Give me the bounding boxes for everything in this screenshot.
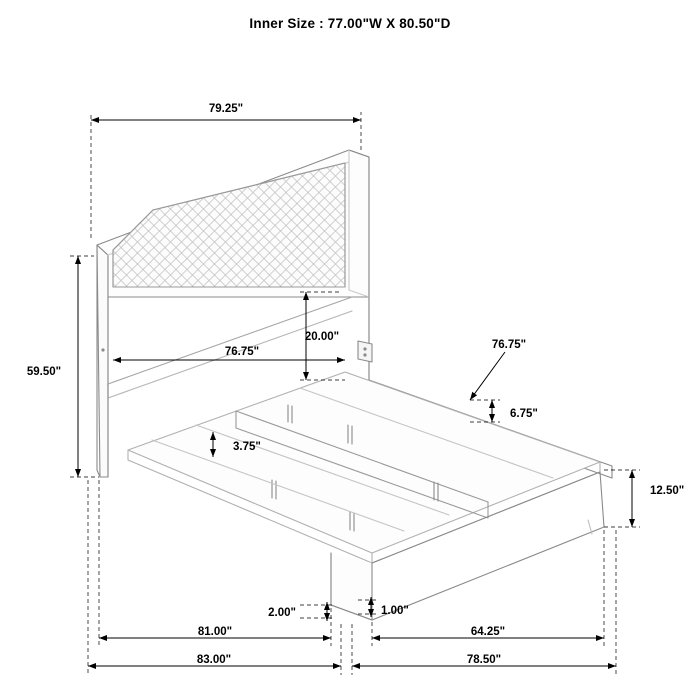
- label-rail-length: 76.75": [491, 339, 527, 351]
- label-overall-height: 59.50": [26, 366, 62, 378]
- label-overall-width: 78.50": [466, 654, 502, 666]
- page-title: Inner Size : 77.00"W X 80.50"D: [249, 16, 451, 31]
- label-side-rail-length: 81.00": [197, 626, 233, 638]
- label-footboard-bottom: 2.00": [268, 607, 296, 619]
- label-overall-length: 83.00": [196, 654, 232, 666]
- label-headboard-panel-width: 76.75": [224, 346, 260, 358]
- label-footboard-width: 64.25": [470, 626, 506, 638]
- label-footboard-height: 12.50": [650, 485, 685, 497]
- label-slat-height: 3.75": [233, 441, 261, 453]
- label-headboard-lower-height: 20.00": [304, 331, 340, 343]
- label-rail-height: 6.75": [510, 408, 538, 420]
- label-foot-clearance: 1.00": [381, 605, 409, 617]
- label-headboard-width: 79.25": [208, 103, 244, 115]
